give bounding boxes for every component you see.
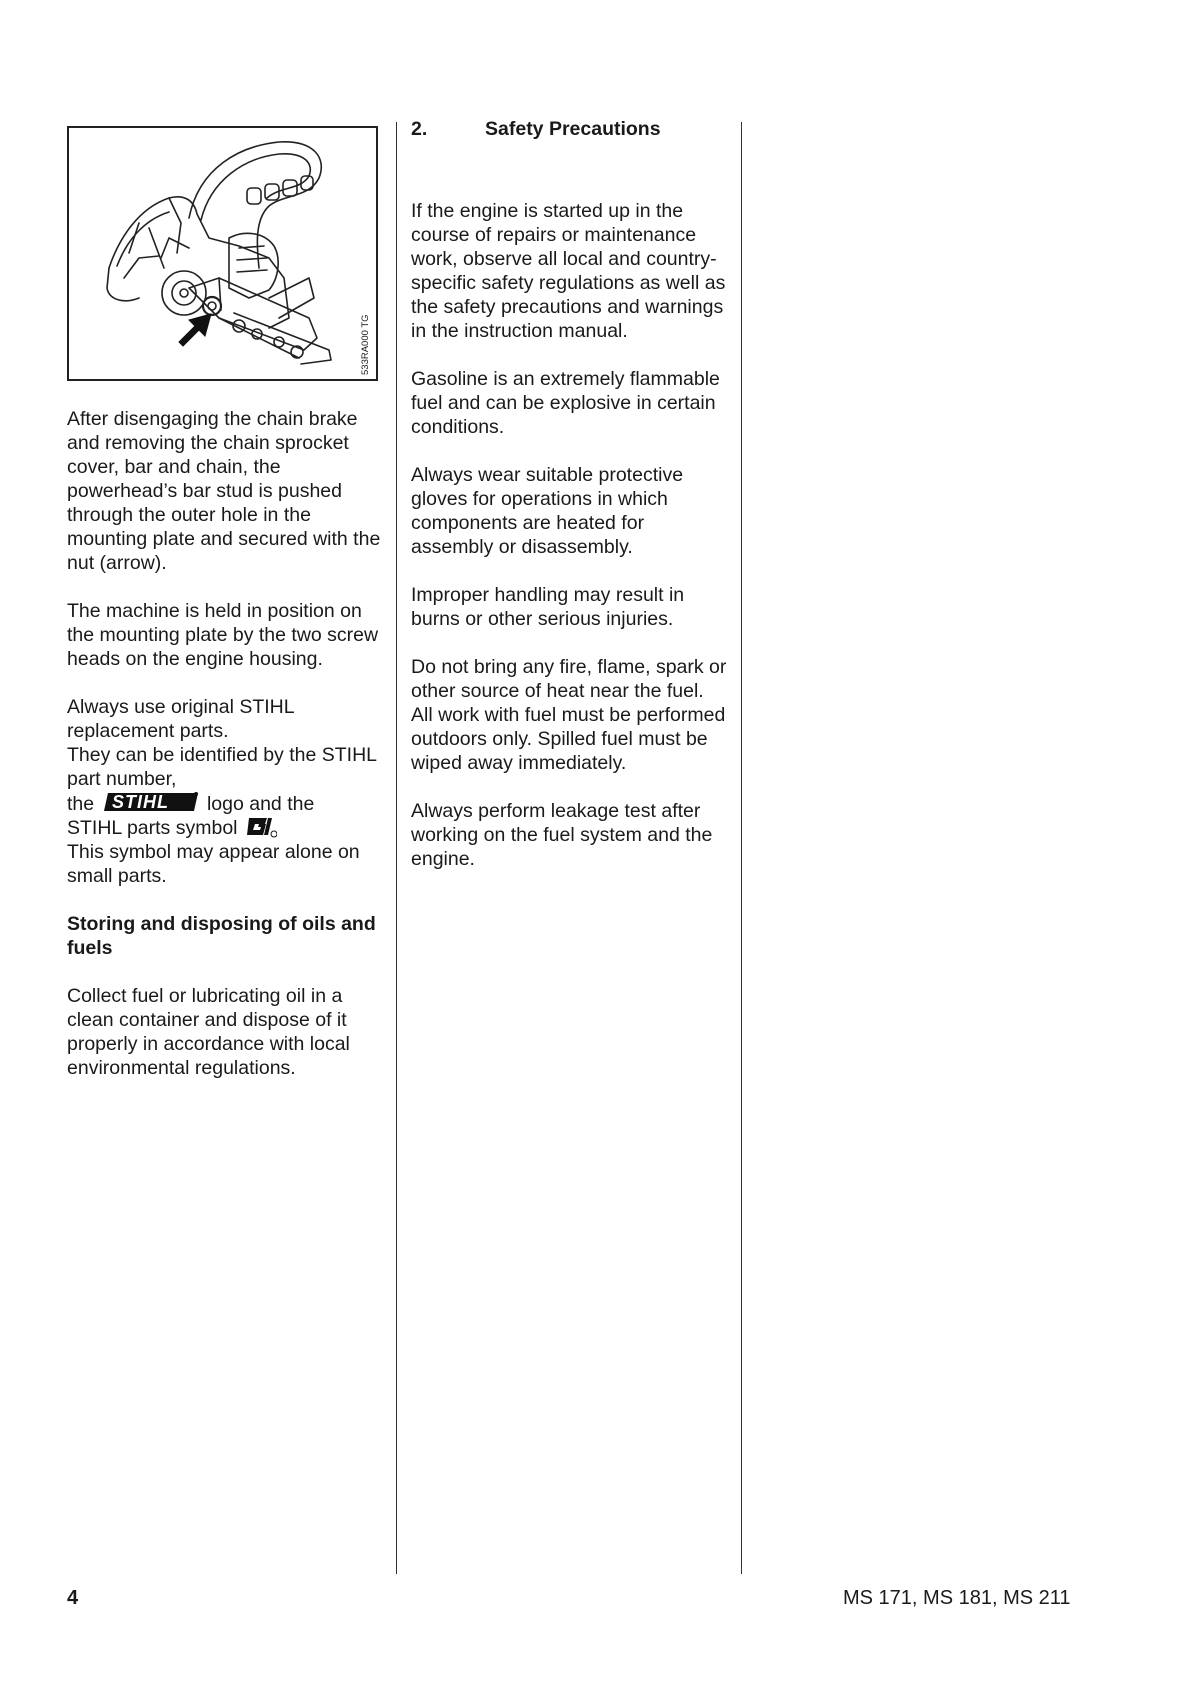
model-list: MS 171, MS 181, MS 211	[843, 1587, 1071, 1609]
section-title: Safety Precautions	[485, 118, 661, 140]
middle-column	[411, 117, 729, 895]
parts-symbol-text: STIHL parts symbol	[67, 817, 238, 839]
column-divider-1	[396, 122, 397, 1574]
safety-paragraph: Improper handling may result in burns or other serious injuries.	[411, 584, 685, 630]
paragraph-parts	[67, 695, 385, 888]
figure-code-text: 533RA000 TG	[360, 314, 371, 375]
subheading-storing: Storing and disposing of oils and fuels	[67, 913, 376, 959]
safety-paragraph: Do not bring any fire, flame, spark or other source of heat near the fuel. All work with fuel must be performed outdoors only. Spilled fuel must be wiped away immediately.	[411, 656, 727, 774]
safety-paragraph: If the engine is started up in the course of repairs or maintenance work, observe all local and country-specific safety regulations as well as the safety precautions and warnings in the instruction manual.	[411, 200, 726, 342]
paragraph-mounting: After disengaging the chain brake and removing the chain sprocket cover, bar and chain, the powerhead’s bar stud is pushed through the outer hole in the mounting plate and secured with the nut (arrow).	[67, 408, 381, 574]
parts-logo-and: logo and the	[206, 793, 315, 815]
safety-paragraph: Gasoline is an extremely flammable fuel and can be explosive in certain conditions.	[411, 368, 720, 438]
page-number: 4	[67, 1587, 79, 1609]
parts-the: the	[67, 793, 95, 815]
svg-text:STIHL: STIHL	[111, 792, 169, 812]
stihl-parts-symbol-icon	[243, 816, 277, 838]
column-divider-2	[741, 122, 742, 1574]
stihl-logo-icon	[102, 791, 200, 813]
section-heading	[411, 117, 729, 141]
left-column	[67, 126, 385, 1104]
safety-paragraph: Always perform leakage test after working on the fuel system and the engine.	[411, 800, 713, 870]
chainsaw-drawing	[69, 128, 378, 381]
parts-line-1: Always use original STIHL replacement parts.	[67, 696, 294, 742]
paragraph-position: The machine is held in position on the mounting plate by the two screw heads on the engine housing.	[67, 600, 379, 670]
paragraph-disposal: Collect fuel or lubricating oil in a clean container and dispose of it properly in accordance with local environmental regulations.	[67, 985, 350, 1079]
section-number: 2.	[411, 118, 428, 140]
figure-code	[361, 305, 373, 375]
parts-line-5: This symbol may appear alone on small parts.	[67, 841, 360, 887]
chainsaw-illustration	[67, 126, 378, 381]
safety-paragraph: Always wear suitable protective gloves for operations in which components are heated for assembly or disassembly.	[411, 464, 684, 558]
parts-line-2: They can be identified by the STIHL part number,	[67, 744, 377, 790]
